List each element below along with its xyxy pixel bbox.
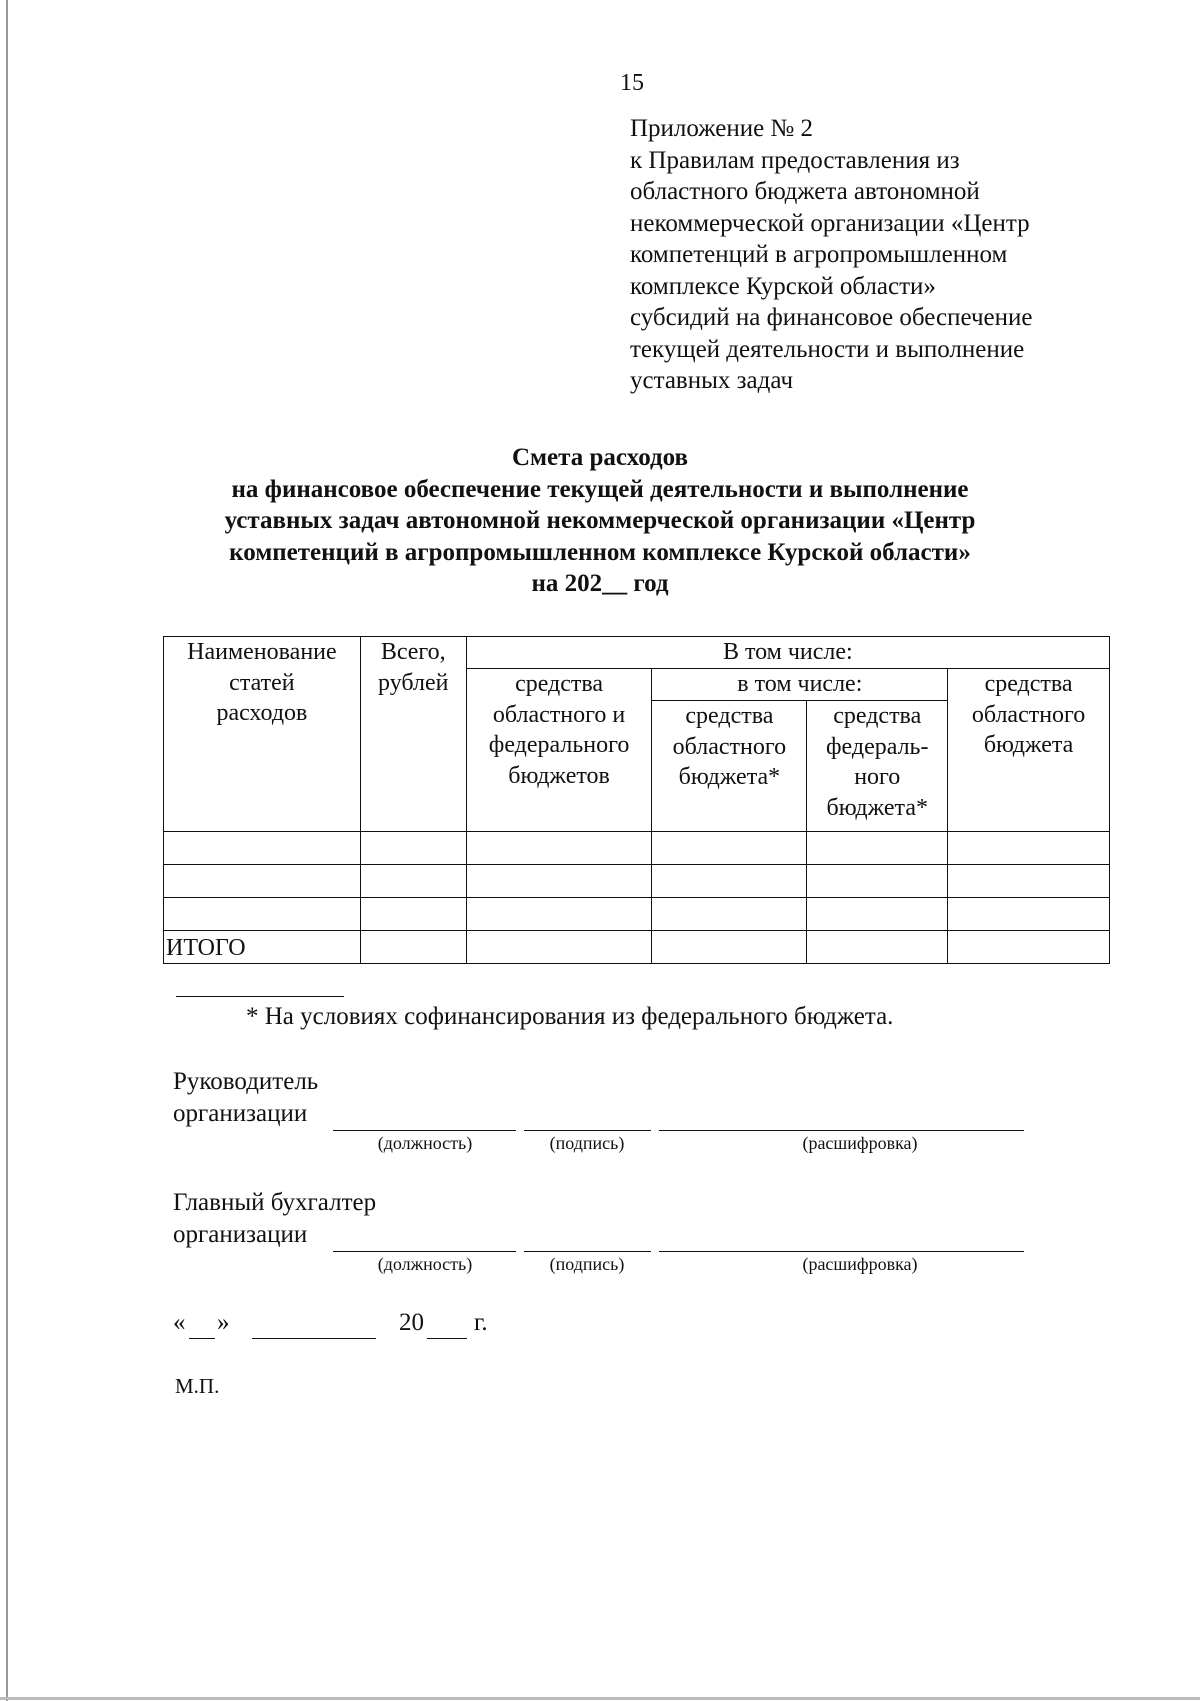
accountant-position-line [333, 1251, 516, 1252]
date-year-blank [427, 1338, 467, 1339]
date-close-quote: » [217, 1309, 230, 1336]
budget-table [163, 636, 1110, 964]
accountant-organization: организации [173, 1221, 308, 1248]
table-cell [360, 832, 466, 865]
appendix-line: комплексе Курской области» [630, 272, 936, 300]
table-total-row [164, 931, 1110, 964]
table-cell [807, 931, 948, 964]
appendix-line: к Правилам предоставления из [630, 146, 960, 174]
date-year-prefix: 20 [399, 1309, 424, 1336]
appendix-line: текущей деятельности и выполнение [630, 335, 1025, 363]
table-cell [164, 898, 361, 931]
appendix-line: компетенций в агропромышленном [630, 241, 1008, 268]
scan-bottom-edge [0, 1697, 1200, 1700]
head-name-line [659, 1130, 1024, 1131]
appendix-block [630, 113, 1150, 397]
head-signature-caption: (подпись) [549, 1133, 625, 1153]
table-cell [360, 898, 466, 931]
table-cell [652, 931, 807, 964]
table-cell [807, 832, 948, 865]
table-cell [807, 898, 948, 931]
header-regional-share: средства областного бюджета* [652, 701, 807, 832]
header-regional-federal-funds: средства областного и федерального бюджетов [466, 669, 652, 832]
table-cell [466, 832, 652, 865]
head-position-caption: (должность) [377, 1133, 473, 1153]
table-cell [652, 898, 807, 931]
table-cell [948, 898, 1110, 931]
title-line: Смета расходов [511, 444, 689, 471]
table-cell [652, 865, 807, 898]
title-line: на 202__ год [531, 570, 669, 597]
scan-left-edge [6, 0, 8, 1701]
date-month-blank [252, 1338, 376, 1339]
appendix-line: субсидий на финансовое обеспечение [630, 304, 1033, 331]
table-cell [466, 898, 652, 931]
total-row-label: ИТОГО [164, 931, 361, 964]
footnote: * На условиях софинансирования из федерального бюджета. [246, 1003, 894, 1030]
table-cell [652, 832, 807, 865]
head-signature-line [524, 1130, 651, 1131]
title-line: компетенций в агропромышленном комплексе Курской области» [229, 538, 971, 566]
table-cell [948, 931, 1110, 964]
table-row [164, 898, 1110, 931]
head-signature-label [173, 1066, 318, 1130]
accountant-title: Главный бухгалтер [173, 1189, 377, 1216]
footnote-separator [176, 996, 344, 997]
header-of-which: в том числе: [652, 669, 948, 701]
appendix-line: областного бюджета автономной [630, 178, 980, 205]
table-cell [466, 865, 652, 898]
table-row [164, 832, 1110, 865]
table-row [164, 865, 1110, 898]
accountant-signature-caption: (подпись) [549, 1254, 625, 1274]
table-cell [164, 832, 361, 865]
accountant-position-caption: (должность) [377, 1254, 473, 1274]
date-open-quote: « [173, 1309, 186, 1336]
appendix-line: некоммерческой организации «Центр [630, 209, 1030, 237]
header-regional-funds: средства областного бюджета [948, 669, 1110, 832]
table-cell [948, 865, 1110, 898]
date-day-blank [189, 1338, 215, 1339]
date-year-suffix: г. [474, 1309, 488, 1336]
stamp-placeholder: М.П. [175, 1374, 220, 1398]
table-cell [948, 832, 1110, 865]
header-federal-share: средства федераль- ного бюджета* [807, 701, 948, 832]
table-cell [807, 865, 948, 898]
table-cell [164, 865, 361, 898]
page-number: 15 [620, 70, 644, 96]
table-cell [466, 931, 652, 964]
header-expense-items: Наименование статей расходов [164, 637, 361, 832]
title-line: уставных задач автономной некоммерческой организации «Центр [224, 507, 976, 534]
appendix-line: Приложение № 2 [630, 115, 814, 142]
accountant-name-line [659, 1251, 1024, 1252]
table-cell [360, 931, 466, 964]
document-title [150, 442, 1050, 600]
accountant-signature-line [524, 1251, 651, 1252]
date-line [173, 1309, 533, 1343]
head-position-line [333, 1130, 516, 1131]
head-organization: организации [173, 1100, 308, 1127]
header-total-rubles: Всего, рублей [360, 637, 466, 832]
title-line: на финансовое обеспечение текущей деятельности и выполнение [231, 475, 969, 503]
accountant-signature-label [173, 1187, 376, 1251]
header-including: В том числе: [466, 637, 1109, 669]
appendix-line: уставных задач [630, 367, 794, 394]
table-cell [360, 865, 466, 898]
head-name-caption: (расшифровка) [802, 1133, 918, 1153]
accountant-name-caption: (расшифровка) [802, 1254, 918, 1274]
head-title: Руководитель [173, 1068, 319, 1095]
table-header-row [164, 637, 1110, 669]
